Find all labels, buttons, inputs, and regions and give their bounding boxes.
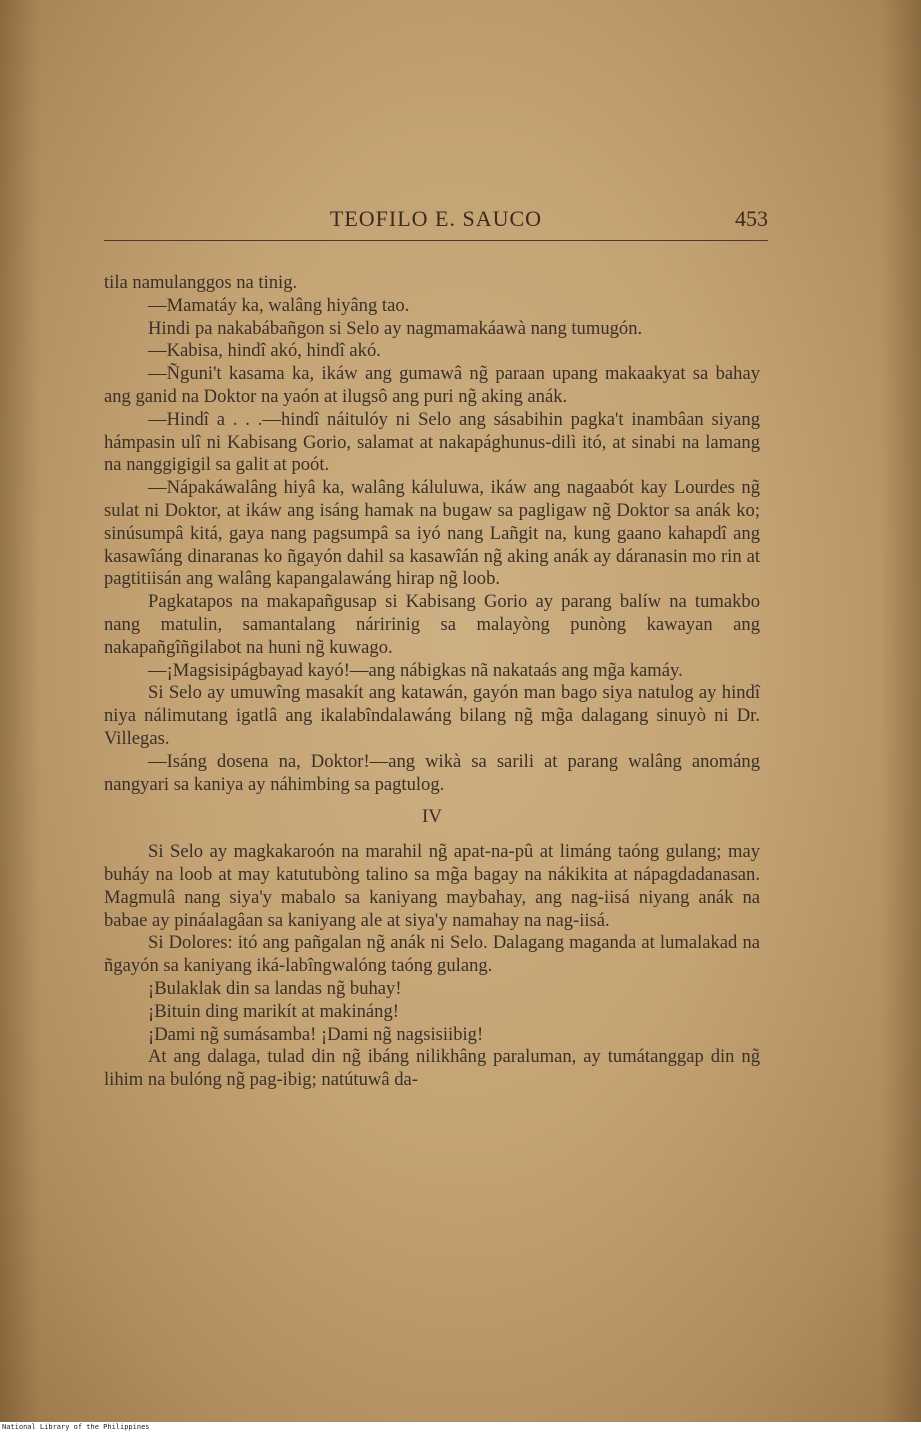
paragraph: At ang dalaga, tulad din ng̃ ibáng nilikhâng paraluman, ay tumátanggap din ng̃ lihim na bulóng ng̃ pag-ibig; natútuwâ da- <box>104 1046 760 1091</box>
header-rule <box>104 240 768 241</box>
section-heading: IV <box>421 806 443 828</box>
footer-credit: National Library of the Philippines <box>2 1423 150 1431</box>
paragraph: —Ñguni't kasama ka, ikáw ang gumawâ ng̃ paraan upang makaakyat sa bahay ang ganid na Doktor na yaón at ilugsô ang puri ng̃ aking anák. <box>104 363 760 407</box>
paragraph: —Nápakáwalâng hiyâ ka, walâng káluluwa, ikáw ang nagaabót kay Lourdes ng̃ sulat ni Doktor, at ikáw ang isáng hamak na bugaw sa pagligaw ng̃ Doktor sa anák ko; sinúsumpâ kitá, gaya nang pagsumpâ sa iyó nang Lañgit na, kung gaano kahapdî ang kasawîáng dinaranas ko ñgayón dahil sa kasawîán ng̃ aking anák ay dáranasin mo rin at pagtitiisán ang walâng kapangalawáng hirap ng̃ loob. <box>104 477 760 590</box>
paragraph: —Hindî a . . .—hindî náitulóy ni Selo ang sásabihin pagka't inambâan siyang hámpasin ulî ni Kabisang Gorio, salamat at nakapághunus-dilì itó, at sinabi na lamang na nanggigigil sa galit at poót. <box>104 408 760 476</box>
running-header <box>104 206 768 246</box>
paragraph: ¡Bulaklak din sa landas ng̃ buhay! <box>148 977 402 999</box>
paragraph: —¡Magsisipágbayad kayó!—ang nábigkas nã nakataás ang mg̃a kamáy. <box>148 659 683 681</box>
paragraph: Pagkatapos na makapañgusap si Kabisang Gorio ay parang balíw na tumakbo nang matulin, samantalang náririnig sa malayòng punòng kawayan ang nakapañgîñgilabot na huni ng̃ kuwago. <box>104 591 760 658</box>
page-number: 453 <box>735 206 768 231</box>
body-text <box>104 272 760 1092</box>
footer-strip <box>0 1422 921 1433</box>
paragraph: Si Dolores: itó ang pañgalan ng̃ anák ni Selo. Dalagang maganda at lumalakad na ñgayón sa kaniyang iká-labîngwalóng taóng gulang. <box>104 932 760 977</box>
paragraph: —Isáng dosena na, Doktor!—ang wikà sa sarili at parang walâng anománg nangyari sa kaniya ay náhimbing sa pagtulog. <box>104 750 760 795</box>
paragraph: ¡Bituin ding marikít at makináng! <box>148 1000 399 1022</box>
running-header-title: TEOFILO E. SAUCO <box>329 206 543 231</box>
paragraph: Si Selo ay magkakaroón na marahil ng̃ apat-na-pû at limáng taóng gulang; may buháy na loob at may katutubòng talino sa mg̃a bagay na nákikita at nápagdadanasan. Magmulâ nang siya'y mabalo sa kaniyang maybahay, ang nag-iisá niyang anák na babae ay pináalagâan sa kaniyang ale at siya'y namahay na nag-iisá. <box>104 841 760 931</box>
page-edge-shadow-left <box>0 0 40 1422</box>
page-edge-shadow-right <box>881 0 921 1422</box>
paragraph: tila namulanggos na tinig. <box>104 272 298 293</box>
paragraph: —Mamatáy ka, walâng hiyâng tao. <box>148 294 410 316</box>
paragraph: Si Selo ay umuwîng masakít ang katawán, gayón man bago siya natulog ay hindî niya nálimutang igatlâ ang ikalabîndalawáng bilang ng̃ mg̃a dalagang sinuyò ni Dr. Villegas. <box>104 682 760 749</box>
paragraph: ¡Dami ng̃ sumásamba! ¡Dami ng̃ nagsisiibig! <box>148 1023 484 1045</box>
paragraph: Hindi pa nakabábañgon si Selo ay nagmamakáawà nang tumugón. <box>148 317 643 339</box>
paragraph: —Kabisa, hindî akó, hindî akó. <box>148 340 381 362</box>
